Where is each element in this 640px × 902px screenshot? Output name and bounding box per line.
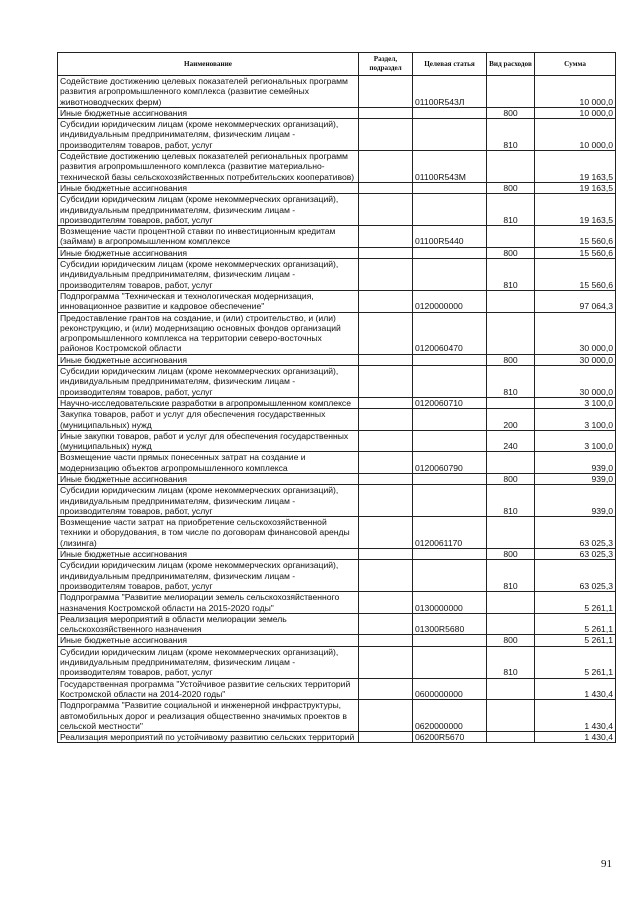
table-row	[58, 182, 616, 193]
row-sum: 19 163,5	[535, 194, 616, 226]
row-section	[359, 430, 413, 452]
row-sum: 939,0	[535, 473, 616, 484]
row-target: 01100R5440	[413, 226, 487, 248]
row-name: Субсидии юридическим лицам (кроме некоммерческих организаций), индивидуальным предпринимателям, физическим лицам - производителям товаров, работ, услуг	[58, 366, 359, 398]
row-name: Иные бюджетные ассигнования	[58, 107, 359, 118]
header-kind: Вид расходов	[487, 53, 535, 76]
row-sum: 939,0	[535, 485, 616, 517]
row-name: Иные бюджетные ассигнования	[58, 473, 359, 484]
row-target	[413, 635, 487, 646]
row-target	[413, 366, 487, 398]
row-sum: 15 560,6	[535, 259, 616, 291]
row-name: Содействие достижению целевых показателей региональных программ развития агропромышленного комплекса (развитие семейных животноводческих ферм)	[58, 76, 359, 108]
header-name: Наименование	[58, 53, 359, 76]
row-sum: 5 261,1	[535, 635, 616, 646]
row-kind	[487, 613, 535, 635]
row-target	[413, 107, 487, 118]
row-section	[359, 517, 413, 549]
row-sum: 3 100,0	[535, 397, 616, 408]
table-row	[58, 473, 616, 484]
table-row	[58, 194, 616, 226]
row-kind: 810	[487, 485, 535, 517]
table-row	[58, 226, 616, 248]
row-sum: 3 100,0	[535, 430, 616, 452]
row-target: 0120060470	[413, 312, 487, 354]
table-row	[58, 247, 616, 258]
row-sum: 10 000,0	[535, 119, 616, 151]
table-row	[58, 635, 616, 646]
row-sum: 30 000,0	[535, 354, 616, 365]
row-section	[359, 473, 413, 484]
row-target	[413, 194, 487, 226]
row-target: 0600000000	[413, 678, 487, 700]
row-sum: 1 430,4	[535, 700, 616, 732]
row-kind: 810	[487, 560, 535, 592]
row-section	[359, 397, 413, 408]
row-target	[413, 409, 487, 431]
row-sum: 63 025,3	[535, 549, 616, 560]
row-kind	[487, 397, 535, 408]
row-section	[359, 700, 413, 732]
row-sum: 5 261,1	[535, 646, 616, 678]
row-kind: 810	[487, 259, 535, 291]
table-row	[58, 76, 616, 108]
header-target: Целевая статья	[413, 53, 487, 76]
row-kind	[487, 312, 535, 354]
table-row	[58, 732, 616, 743]
row-name: Субсидии юридическим лицам (кроме некоммерческих организаций), индивидуальным предпринимателям, физическим лицам - производителям товаров, работ, услуг	[58, 119, 359, 151]
row-sum: 97 064,3	[535, 290, 616, 312]
row-section	[359, 549, 413, 560]
row-name: Иные бюджетные ассигнования	[58, 182, 359, 193]
row-target	[413, 485, 487, 517]
table-row	[58, 452, 616, 474]
row-target: 01300R5680	[413, 613, 487, 635]
row-name: Научно-исследовательские разработки в агропромышленном комплексе	[58, 397, 359, 408]
row-sum: 15 560,6	[535, 247, 616, 258]
row-sum: 1 430,4	[535, 732, 616, 743]
table-row	[58, 259, 616, 291]
row-name: Иные закупки товаров, работ и услуг для обеспечения государственных (муниципальных) нужд	[58, 430, 359, 452]
row-kind: 800	[487, 473, 535, 484]
table-row	[58, 366, 616, 398]
row-kind	[487, 226, 535, 248]
row-section	[359, 182, 413, 193]
row-name: Иные бюджетные ассигнования	[58, 247, 359, 258]
row-sum: 10 000,0	[535, 76, 616, 108]
table-row	[58, 290, 616, 312]
row-section	[359, 452, 413, 474]
row-kind	[487, 700, 535, 732]
row-target	[413, 182, 487, 193]
row-target	[413, 560, 487, 592]
row-section	[359, 76, 413, 108]
row-kind: 810	[487, 366, 535, 398]
row-section	[359, 312, 413, 354]
row-kind: 800	[487, 182, 535, 193]
row-sum: 15 560,6	[535, 226, 616, 248]
row-target: 0120000000	[413, 290, 487, 312]
row-target: 0620000000	[413, 700, 487, 732]
row-kind	[487, 592, 535, 614]
row-target: 0120060790	[413, 452, 487, 474]
row-sum: 939,0	[535, 452, 616, 474]
row-sum: 63 025,3	[535, 560, 616, 592]
table-row	[58, 646, 616, 678]
row-kind: 240	[487, 430, 535, 452]
row-target	[413, 119, 487, 151]
row-section	[359, 290, 413, 312]
row-target	[413, 259, 487, 291]
row-target: 0130000000	[413, 592, 487, 614]
row-target	[413, 354, 487, 365]
row-name: Субсидии юридическим лицам (кроме некоммерческих организаций), индивидуальным предпринимателям, физическим лицам - производителям товаров, работ, услуг	[58, 485, 359, 517]
row-name: Иные бюджетные ассигнования	[58, 635, 359, 646]
row-name: Субсидии юридическим лицам (кроме некоммерческих организаций), индивидуальным предпринимателям, физическим лицам - производителям товаров, работ, услуг	[58, 259, 359, 291]
row-section	[359, 409, 413, 431]
row-kind: 810	[487, 194, 535, 226]
table-row	[58, 397, 616, 408]
table-row	[58, 409, 616, 431]
row-kind: 800	[487, 107, 535, 118]
row-section	[359, 119, 413, 151]
header-sum: Сумма	[535, 53, 616, 76]
table-row	[58, 560, 616, 592]
row-kind	[487, 452, 535, 474]
table-row	[58, 485, 616, 517]
row-name: Иные бюджетные ассигнования	[58, 354, 359, 365]
table-row	[58, 312, 616, 354]
table-row	[58, 549, 616, 560]
row-name: Содействие достижению целевых показателей региональных программ развития агропромышленного комплекса (развитие материально-технической базы сельскохозяйственных потребительских кооперативов)	[58, 151, 359, 183]
row-target	[413, 247, 487, 258]
budget-table	[57, 52, 616, 743]
row-name: Подпрограмма "Техническая и технологическая модернизация, инновационное развитие и кадровое обеспечение"	[58, 290, 359, 312]
row-section	[359, 194, 413, 226]
table-row	[58, 119, 616, 151]
row-section	[359, 678, 413, 700]
table-row	[58, 517, 616, 549]
row-section	[359, 560, 413, 592]
row-kind	[487, 678, 535, 700]
row-section	[359, 592, 413, 614]
row-section	[359, 354, 413, 365]
table-row	[58, 107, 616, 118]
row-kind	[487, 517, 535, 549]
row-name: Государственная программа "Устойчивое развитие сельских территорий Костромской области на 2014-2020 годы"	[58, 678, 359, 700]
row-target	[413, 473, 487, 484]
table-row	[58, 678, 616, 700]
row-sum: 1 430,4	[535, 678, 616, 700]
row-name: Субсидии юридическим лицам (кроме некоммерческих организаций), индивидуальным предпринимателям, физическим лицам - производителям товаров, работ, услуг	[58, 560, 359, 592]
row-kind	[487, 732, 535, 743]
row-section	[359, 646, 413, 678]
row-target	[413, 549, 487, 560]
row-name: Возмещение части процентной ставки по инвестиционным кредитам (займам) в агропромышленном комплексе	[58, 226, 359, 248]
row-kind	[487, 76, 535, 108]
row-sum: 19 163,5	[535, 182, 616, 193]
row-name: Субсидии юридическим лицам (кроме некоммерческих организаций), индивидуальным предпринимателям, физическим лицам - производителям товаров, работ, услуг	[58, 646, 359, 678]
row-name: Возмещение части прямых понесенных затрат на создание и модернизацию объектов агропромышленного комплекса	[58, 452, 359, 474]
row-kind	[487, 151, 535, 183]
row-sum: 63 025,3	[535, 517, 616, 549]
row-kind: 800	[487, 354, 535, 365]
row-name: Предоставление грантов на создание, и (или) строительство, и (или) реконструкцию, и (или) модернизацию основных фондов организаций агропромышленного комплекса на территории северо-восточных районов Костромской области	[58, 312, 359, 354]
row-name: Подпрограмма "Развитие социальной и инженерной инфраструктуры, автомобильных дорог и реализация общественно значимых проектов в сельской местности"	[58, 700, 359, 732]
table-row	[58, 592, 616, 614]
page-number: 91	[601, 858, 612, 870]
header-section: Раздел, подраздел	[359, 53, 413, 76]
row-sum: 5 261,1	[535, 613, 616, 635]
row-name: Подпрограмма "Развитие мелиорации земель сельскохозяйственного назначения Костромской области на 2015-2020 годы"	[58, 592, 359, 614]
table-header-row	[58, 53, 616, 76]
row-sum: 3 100,0	[535, 409, 616, 431]
row-sum: 30 000,0	[535, 312, 616, 354]
row-section	[359, 613, 413, 635]
row-sum: 5 261,1	[535, 592, 616, 614]
row-kind: 800	[487, 247, 535, 258]
row-name: Закупка товаров, работ и услуг для обеспечения государственных (муниципальных) нужд	[58, 409, 359, 431]
row-target: 06200R5670	[413, 732, 487, 743]
row-target	[413, 646, 487, 678]
row-section	[359, 635, 413, 646]
row-kind	[487, 290, 535, 312]
row-kind: 810	[487, 119, 535, 151]
table-row	[58, 354, 616, 365]
row-name: Возмещение части затрат на приобретение сельскохозяйственной техники и оборудования, в том числе по договорам финансовой аренды (лизинга)	[58, 517, 359, 549]
row-kind: 800	[487, 549, 535, 560]
row-name: Иные бюджетные ассигнования	[58, 549, 359, 560]
row-sum: 19 163,5	[535, 151, 616, 183]
row-name: Реализация мероприятий в области мелиорации земель сельскохозяйственного назначения	[58, 613, 359, 635]
row-target: 01100R543Л	[413, 76, 487, 108]
table-row	[58, 151, 616, 183]
table-row	[58, 430, 616, 452]
row-section	[359, 226, 413, 248]
row-target: 0120061170	[413, 517, 487, 549]
row-section	[359, 485, 413, 517]
row-kind: 800	[487, 635, 535, 646]
row-section	[359, 247, 413, 258]
row-kind: 200	[487, 409, 535, 431]
row-sum: 30 000,0	[535, 366, 616, 398]
row-section	[359, 259, 413, 291]
row-target: 01100R543M	[413, 151, 487, 183]
table-row	[58, 613, 616, 635]
row-sum: 10 000,0	[535, 107, 616, 118]
row-target: 0120060710	[413, 397, 487, 408]
row-kind: 810	[487, 646, 535, 678]
row-name: Субсидии юридическим лицам (кроме некоммерческих организаций), индивидуальным предпринимателям, физическим лицам - производителям товаров, работ, услуг	[58, 194, 359, 226]
row-section	[359, 732, 413, 743]
row-section	[359, 151, 413, 183]
row-section	[359, 107, 413, 118]
row-name: Реализация мероприятий по устойчивому развитию сельских территорий	[58, 732, 359, 743]
row-section	[359, 366, 413, 398]
row-target	[413, 430, 487, 452]
table-row	[58, 700, 616, 732]
